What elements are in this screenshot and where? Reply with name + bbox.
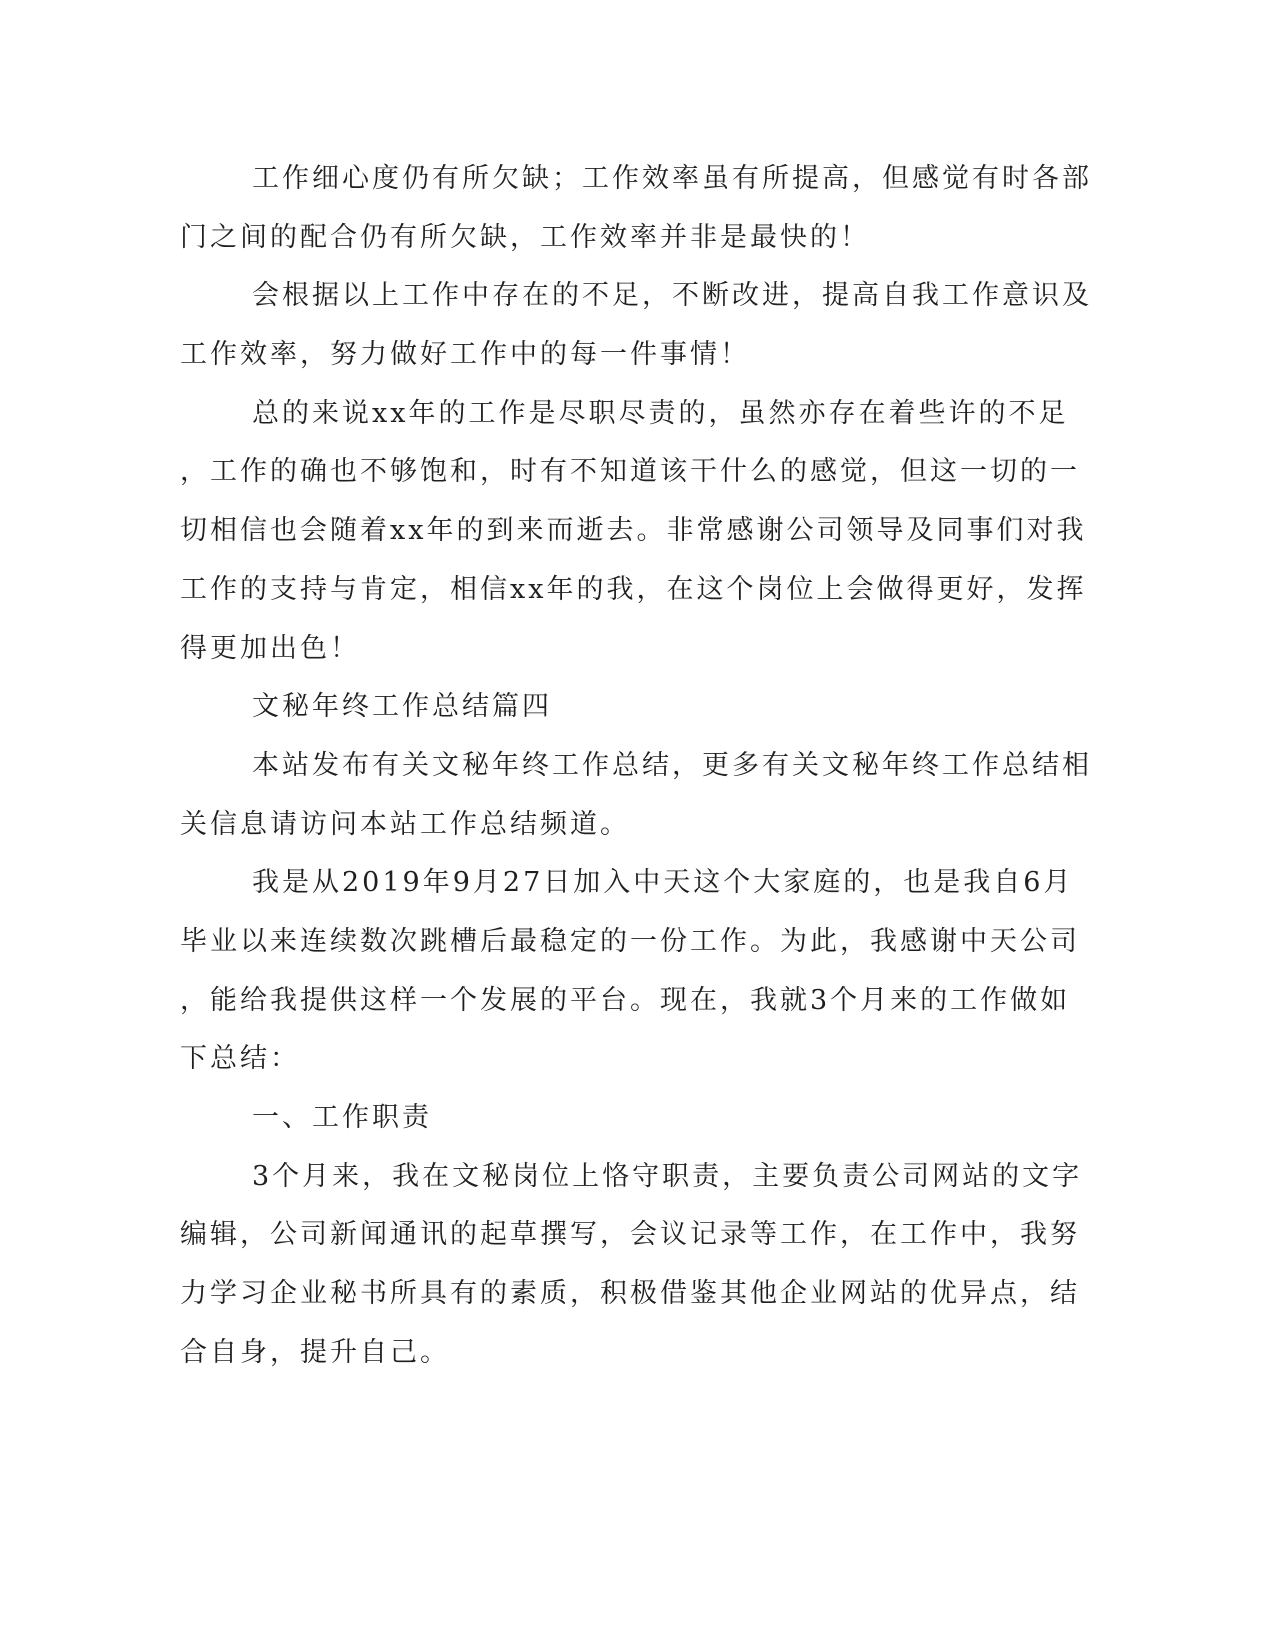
body-line: ，能给我提供这样一个发展的平台。现在，我就3个月来的工作做如 xyxy=(180,984,1071,1016)
body-line: 工作效率，努力做好工作中的每一件事情！ xyxy=(180,339,750,371)
body-line: 工作细心度仍有所欠缺；工作效率虽有所提高，但感觉有时各部 xyxy=(252,163,1092,194)
body-line: 编辑，公司新闻通讯的起草撰写，会议记录等工作，在工作中，我努 xyxy=(180,1219,1080,1251)
section-heading: 文秘年终工作总结篇四 xyxy=(252,691,552,723)
body-line: ，工作的确也不够饱和，时有不知道该干什么的感觉，但这一切的一 xyxy=(180,456,1080,488)
body-line: 门之间的配合仍有所欠缺，工作效率并非是最快的！ xyxy=(180,221,870,253)
body-line: 我是从2019年9月27日加入中天这个大家庭的，也是我自6月 xyxy=(252,867,1074,899)
body-line: 会根据以上工作中存在的不足，不断改进，提高自我工作意识及 xyxy=(252,280,1092,312)
body-line: 本站发布有关文秘年终工作总结，更多有关文秘年终工作总结相 xyxy=(252,749,1092,781)
document-page xyxy=(180,150,1092,1382)
body-line: 合自身，提升自己。 xyxy=(180,1336,450,1368)
body-line: 3个月来，我在文秘岗位上恪守职责，主要负责公司网站的文字 xyxy=(252,1160,1083,1192)
body-line: 毕业以来连续数次跳槽后最稳定的一份工作。为此，我感谢中天公司 xyxy=(180,925,1080,957)
body-line: 工作的支持与肯定，相信xx年的我，在这个岗位上会做得更好，发挥 xyxy=(180,573,1087,605)
body-line: 总的来说xx年的工作是尽职尽责的，虽然亦存在着些许的不足 xyxy=(252,397,1069,429)
body-line: 得更加出色！ xyxy=(180,632,360,664)
subsection-heading: 一、工作职责 xyxy=(252,1102,432,1133)
body-line: 力学习企业秘书所具有的素质，积极借鉴其他企业网站的优异点，结 xyxy=(180,1278,1080,1310)
body-line: 切相信也会随着xx年的到来而逝去。非常感谢公司领导及同事们对我 xyxy=(180,515,1087,547)
body-line: 下总结： xyxy=(180,1043,300,1075)
body-line: 关信息请访问本站工作总结频道。 xyxy=(180,808,630,840)
